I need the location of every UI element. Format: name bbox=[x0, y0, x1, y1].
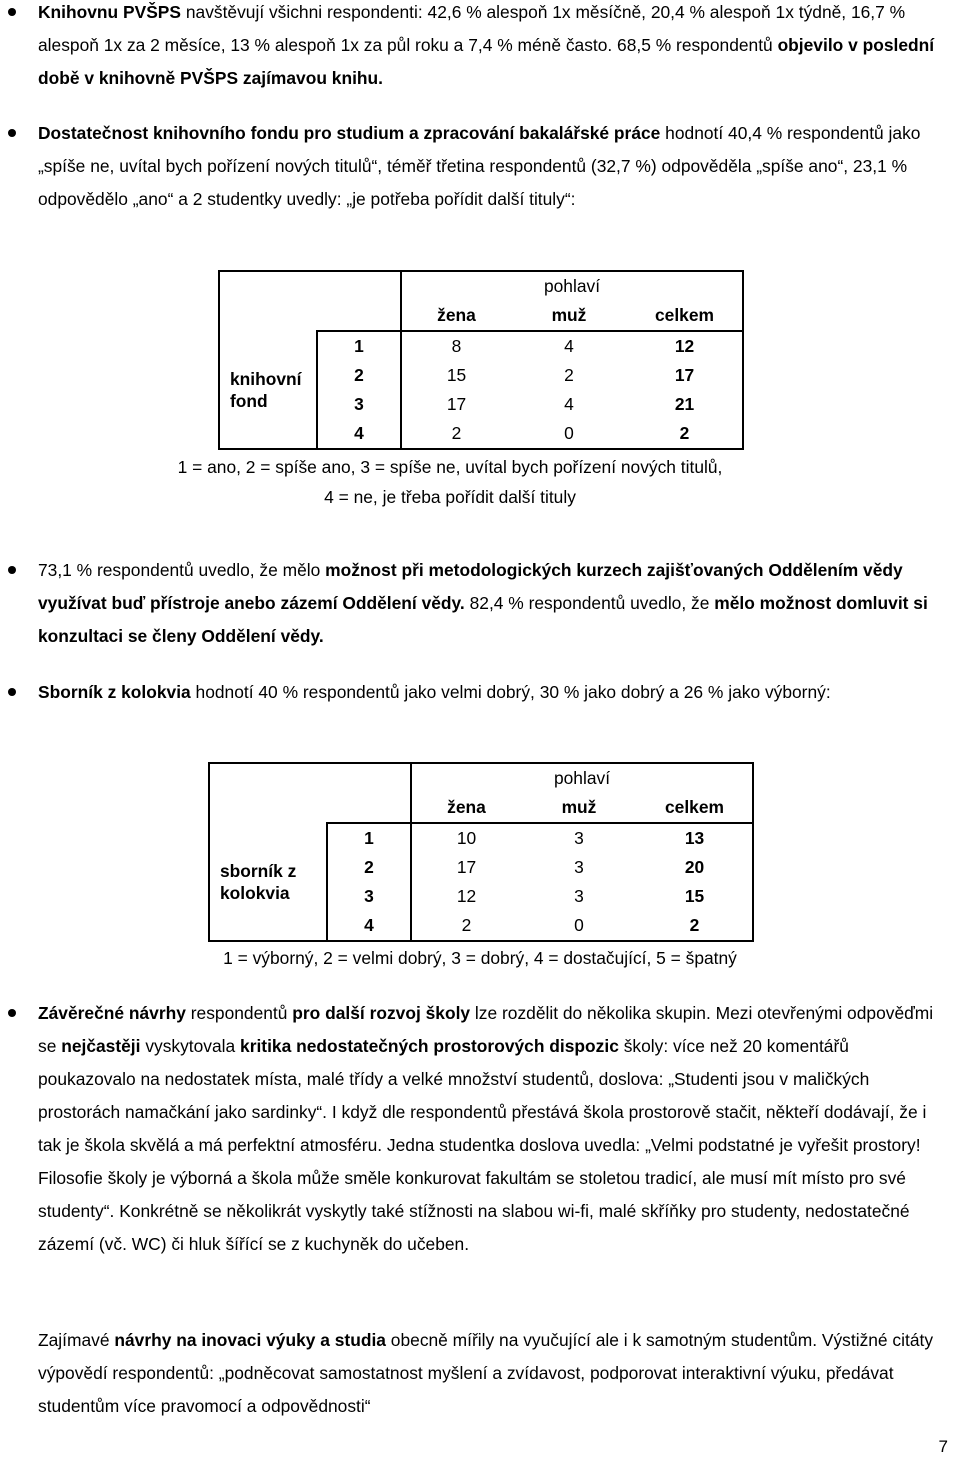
paragraph-library-visits bbox=[38, 0, 950, 95]
cell-muz: 4 bbox=[564, 394, 574, 414]
table-note bbox=[80, 943, 880, 973]
cell-muz: 0 bbox=[511, 419, 627, 449]
cell-celkem: 21 bbox=[627, 390, 743, 419]
cell-muz: 0 bbox=[521, 911, 637, 941]
paragraph-methodology bbox=[38, 554, 950, 653]
emphasis: pro další rozvoj školy bbox=[292, 1003, 471, 1023]
text: obecně mířily na vyučující ale i k samotným studentům. Výstižné citáty výpovědí respondentů: „podněcovat samostatnost myšlení a zvídavost, podporovat interaktivní výuku, předávat studentům více pravomocí a odpovědnosti“ bbox=[38, 1330, 934, 1416]
cell-celkem: 13 bbox=[637, 823, 753, 853]
emphasis: nejčastěji bbox=[61, 1036, 141, 1056]
row-label bbox=[209, 823, 327, 941]
emphasis: možnost při metodologických kurzech zajišťovaných Oddělením vědy využívat buď přístroje anebo zázemí Oddělení vědy. bbox=[38, 560, 903, 613]
cell-celkem: 17 bbox=[627, 361, 743, 390]
col-header-celkem: celkem bbox=[637, 793, 753, 823]
emphasis: Závěrečné návrhy bbox=[38, 1003, 186, 1023]
cell-muz: 4 bbox=[511, 331, 627, 361]
text: školy: více než 20 komentářů poukazovalo na nedostatek místa, malé třídy a velké množství studentů, doslova: „Studenti jsou v maličkých prostorách namačkání jako sardinky“. I když dle respondentů přestává škola prostorově stačit, někteří dodávají, že i tak je škola skvělá a má perfektní atmosféru. Jedna studentka doslova uvedla: „Velmi podstatné je vyřešit prostory! Filosofie školy je výborná a škola může směle konkurovat fakultám se stoletou tradicí, ale musí mít místo pro své studenty“. Konkrétně se několikrát vyskytly také stížnosti na slabou wi-fi, malé skříňky pro studenty, nedostatečné zázemí (vč. WC) či hluk šířící se z kuchyněk do učeben. bbox=[38, 1036, 927, 1254]
col-header-zena: žena bbox=[401, 301, 511, 331]
cell-zena: 2 bbox=[401, 419, 511, 449]
text: vyskytovala bbox=[140, 1036, 241, 1056]
row-key: 1 bbox=[327, 823, 411, 853]
table-corner bbox=[317, 271, 401, 331]
emphasis: mělo možnost domluvit si konzultaci se členy Oddělení vědy. bbox=[38, 593, 928, 646]
row-label-text: knihovní fond bbox=[230, 368, 302, 411]
cell-celkem: 15 bbox=[637, 882, 753, 911]
table-corner bbox=[219, 271, 317, 331]
emphasis: Sborník z kolokvia bbox=[38, 682, 191, 702]
bullet-icon bbox=[8, 688, 16, 696]
col-header-muz: muž bbox=[511, 301, 627, 331]
text: 73,1 % respondentů uvedlo, že mělo bbox=[38, 560, 326, 580]
cell-celkem: 2 bbox=[637, 911, 753, 941]
emphasis: kritika nedostatečných prostorových dispozic bbox=[240, 1036, 619, 1056]
text: navštěvují všichni respondenti: 42,6 % alespoň 1x měsíčně, 20,4 % alespoň 1x týdně, 16,7 % alespoň 1x za 2 měsíce, 13 % alespoň 1x za půl roku a 7,4 % méně často. 68,5 % respondentů bbox=[38, 2, 906, 55]
paragraph-library-fund bbox=[38, 117, 950, 216]
group-header: pohlaví bbox=[411, 763, 753, 793]
note-line: 1 = výborný, 2 = velmi dobrý, 3 = dobrý, 4 = dostačující, 5 = špatný bbox=[223, 948, 737, 968]
text: 82,4 % respondentů uvedlo, že bbox=[464, 593, 715, 613]
text: hodnotí 40 % respondentů jako velmi dobrý, 30 % jako dobrý a 26 % jako výborný: bbox=[190, 682, 831, 702]
paragraph-proceedings bbox=[38, 676, 950, 709]
cell-muz: 3 bbox=[521, 823, 637, 853]
bullet-icon bbox=[8, 1009, 16, 1017]
text: respondentů bbox=[185, 1003, 293, 1023]
cell-celkem: 2 bbox=[627, 419, 743, 449]
note-line: 4 = ne, je třeba pořídit další tituly bbox=[324, 487, 576, 507]
table-row bbox=[219, 331, 743, 361]
cell-zena: 17 bbox=[411, 853, 521, 882]
row-key: 2 bbox=[317, 361, 401, 390]
cell-muz: 3 bbox=[574, 886, 584, 906]
row-label bbox=[219, 331, 317, 449]
table-corner bbox=[209, 763, 327, 823]
text: lze rozdělit do několika skupin. Mezi otevřenými odpověďmi se bbox=[38, 1003, 934, 1056]
emphasis: objevilo v poslední době v knihovně PVŠPS zajímavou knihu. bbox=[38, 35, 935, 88]
row-key: 4 bbox=[327, 911, 411, 941]
emphasis: Knihovnu PVŠPS bbox=[38, 2, 182, 22]
table-row bbox=[209, 823, 753, 853]
bullet-icon bbox=[8, 129, 16, 137]
row-key: 4 bbox=[317, 419, 401, 449]
cell-zena: 10 bbox=[411, 823, 521, 853]
row-label-text: sborník z kolokvia bbox=[220, 860, 297, 903]
emphasis: Dostatečnost knihovního fondu pro studium a zpracování bakalářské práce bbox=[38, 123, 661, 143]
col-header-muz: muž bbox=[521, 793, 637, 823]
bullet-icon bbox=[8, 566, 16, 574]
text: Zajímavé bbox=[38, 1330, 115, 1350]
cell-muz: 3 bbox=[574, 857, 584, 877]
row-key: 2 bbox=[327, 853, 411, 882]
cell-celkem: 12 bbox=[627, 331, 743, 361]
col-header-zena: žena bbox=[411, 793, 521, 823]
cell-zena: 12 bbox=[411, 882, 521, 911]
row-key: 1 bbox=[317, 331, 401, 361]
cell-muz: 2 bbox=[564, 365, 574, 385]
cell-zena: 8 bbox=[401, 331, 511, 361]
table-note bbox=[100, 452, 800, 512]
cell-celkem: 20 bbox=[637, 853, 753, 882]
paragraph-innovation bbox=[38, 1324, 950, 1423]
table-proceedings bbox=[208, 762, 754, 942]
cell-zena: 15 bbox=[401, 361, 511, 390]
note-line: 1 = ano, 2 = spíše ano, 3 = spíše ne, uvítal bych pořízení nových titulů, bbox=[177, 457, 723, 477]
group-header: pohlaví bbox=[401, 271, 743, 301]
table-library-fund bbox=[218, 270, 744, 450]
cell-zena: 17 bbox=[401, 390, 511, 419]
text: hodnotí 40,4 % respondentů jako „spíše ne, uvítal bych pořízení nových titulů“, téměř třetina respondentů (32,7 %) odpověděla „spíše ano“, 23,1 % odpovědělo „ano“ a 2 studentky uvedly: „je potřeba pořídit další tituly“: bbox=[38, 123, 921, 209]
row-key: 3 bbox=[317, 390, 401, 419]
row-key: 3 bbox=[327, 882, 411, 911]
bullet-icon bbox=[8, 8, 16, 16]
col-header-celkem: celkem bbox=[627, 301, 743, 331]
table-corner bbox=[327, 763, 411, 823]
emphasis: návrhy na inovaci výuky a studia bbox=[114, 1330, 386, 1350]
page-number: 7 bbox=[938, 1437, 948, 1456]
paragraph-final-proposals bbox=[38, 997, 950, 1261]
cell-zena: 2 bbox=[411, 911, 521, 941]
